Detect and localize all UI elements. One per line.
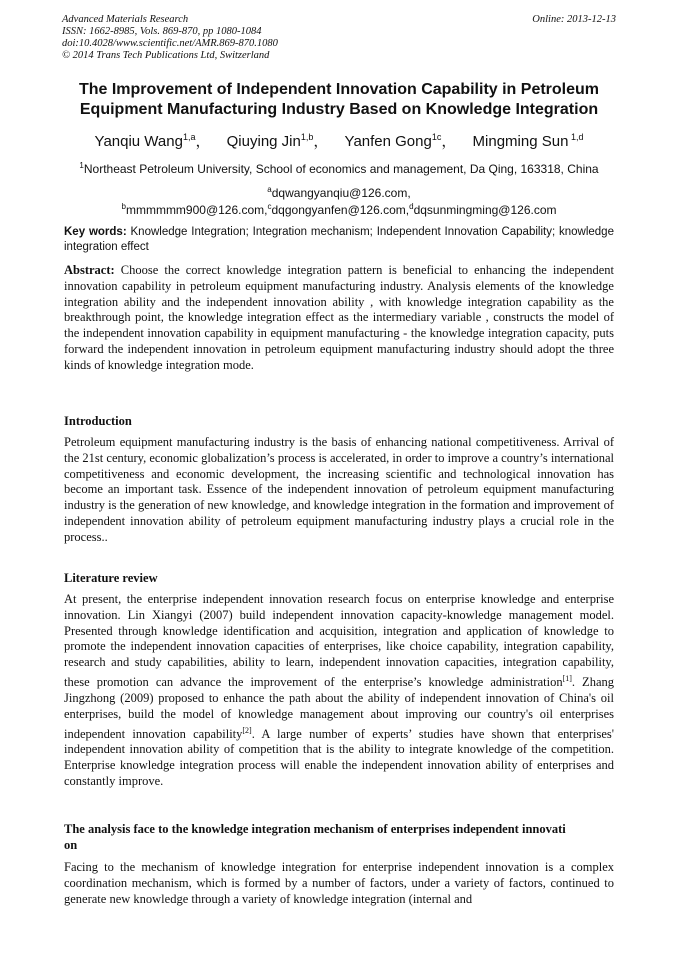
title-line-2: Equipment Manufacturing Industry Based on Knowledge Integration (79, 101, 599, 118)
introduction-body: Petroleum equipment manufacturing industry is the basis of enhancing national competitiveness. Arrival of the 21st century, economic globalization’s process is accelerated, in order to improve a country’s international competitiveness and economic development, the increasing scientific and technological innovation has become an important task. Essence of the independent innovation of petroleum equipment manufacturing industry is the generation of new knowledge, and knowledge integration in the formation and improvement of independent innovation ability of petroleum equipment manufacturing industry plays a crucial role in the process.. (64, 435, 614, 544)
author-emails: $^a$dqwangyanqiu@126.com, $^b$mmmmmm900@126.com,$^c$dqgongyanfen@126.com,$^d$dqsunmingming@126.com (121, 185, 557, 217)
author-list (64, 130, 614, 151)
abstract-text: Choose the correct knowledge integration pattern is beneficial to enhancing the independent innovation capability in petroleum equipment manufacturing industry. Analysis elements of the knowledge integration ability and the independent innovation ability , with knowledge integration capability as the breakthrough point, the knowledge integration effect as the intermediary variable , constructs the model of the independent innovation capability in equipment manufacturing - the knowledge integration capacity, puts forward the independent innovation in petroleum equipment manufacturing industry should adopt the three kinds of knowledge integration mode. (64, 263, 614, 372)
author: Mingming Sun $^{1,d}$ (472, 132, 584, 150)
abstract-label: Abstract: (64, 263, 115, 277)
author: Yanqiu Wang$^{1,a}$， (94, 132, 211, 150)
paper-title (64, 80, 614, 120)
keywords-label: Key words: (64, 226, 127, 238)
citation-2: [2] (242, 725, 252, 735)
section-heading-introduction: Introduction (64, 414, 132, 428)
keywords (64, 225, 614, 255)
affiliation: $^1$Northeast Petroleum University, School of economics and management, Da Qing, 163318, China (79, 161, 599, 176)
online-date: Online: 2013-12-13 (532, 14, 616, 25)
journal-name: Advanced Materials Research (62, 14, 189, 25)
doi-line: doi:10.4028/www.scientific.net/AMR.869-870.1080 (62, 38, 278, 49)
citation-1: [1] (562, 673, 572, 683)
journal-header (62, 14, 616, 62)
author: Qiuying Jin$^{1,b}$， (226, 132, 329, 150)
section-heading-analysis: The analysis face to the knowledge integration mechanism of enterprises independent innovati on (64, 822, 566, 852)
issn-line: ISSN: 1662-8985, Vols. 869-870, pp 1080-1084 (62, 26, 262, 37)
author: Yanfen Gong$^{1c}$， (344, 132, 457, 150)
keywords-text: Knowledge Integration; Integration mechanism; Independent Innovation Capability; knowledge integration effect (64, 226, 614, 253)
copyright-line: © 2014 Trans Tech Publications Ltd, Switzerland (62, 50, 270, 61)
analysis-body: Facing to the mechanism of knowledge integration for enterprise independent innovation is a complex coordination mechanism, which is formed by a number of factors, under a variety of factors, continued to generate new knowledge through a variety of knowledge integration (internal and (64, 860, 614, 906)
title-line-1: The Improvement of Independent Innovation Capability in Petroleum (78, 81, 600, 98)
abstract (64, 263, 614, 374)
literature-body: At present, the enterprise independent innovation research focus on enterprise knowledge and enterprise innovation. Lin Xiangyi (2007) build independent innovation capacity-knowledge management model. Presented through knowledge identification and acquisition, integration and application of knowledge to promote the independent innovation capacities of enterprises, like choice capability, integration capability, research and study capabilities, ability to learn, independent innovation capacities, integration capability, these promotion can advance the improvement of the enterprise’s knowledge administration[1]. Zhang Jingzhong (2009) proposed to enhance the path about the ability of independent innovation of China's oil enterprises, build the model of knowledge management about improving our country's oil enterprises independent innovation capability[2]. A large number of experts’ studies have shown that enterprises' independent innovation ability of competition that is the ability to integrate knowledge of the competition. Enterprise knowledge integration process will enable the independent innovation ability of enterprises and constantly improve. (64, 592, 614, 789)
section-heading-literature: Literature review (64, 571, 158, 585)
